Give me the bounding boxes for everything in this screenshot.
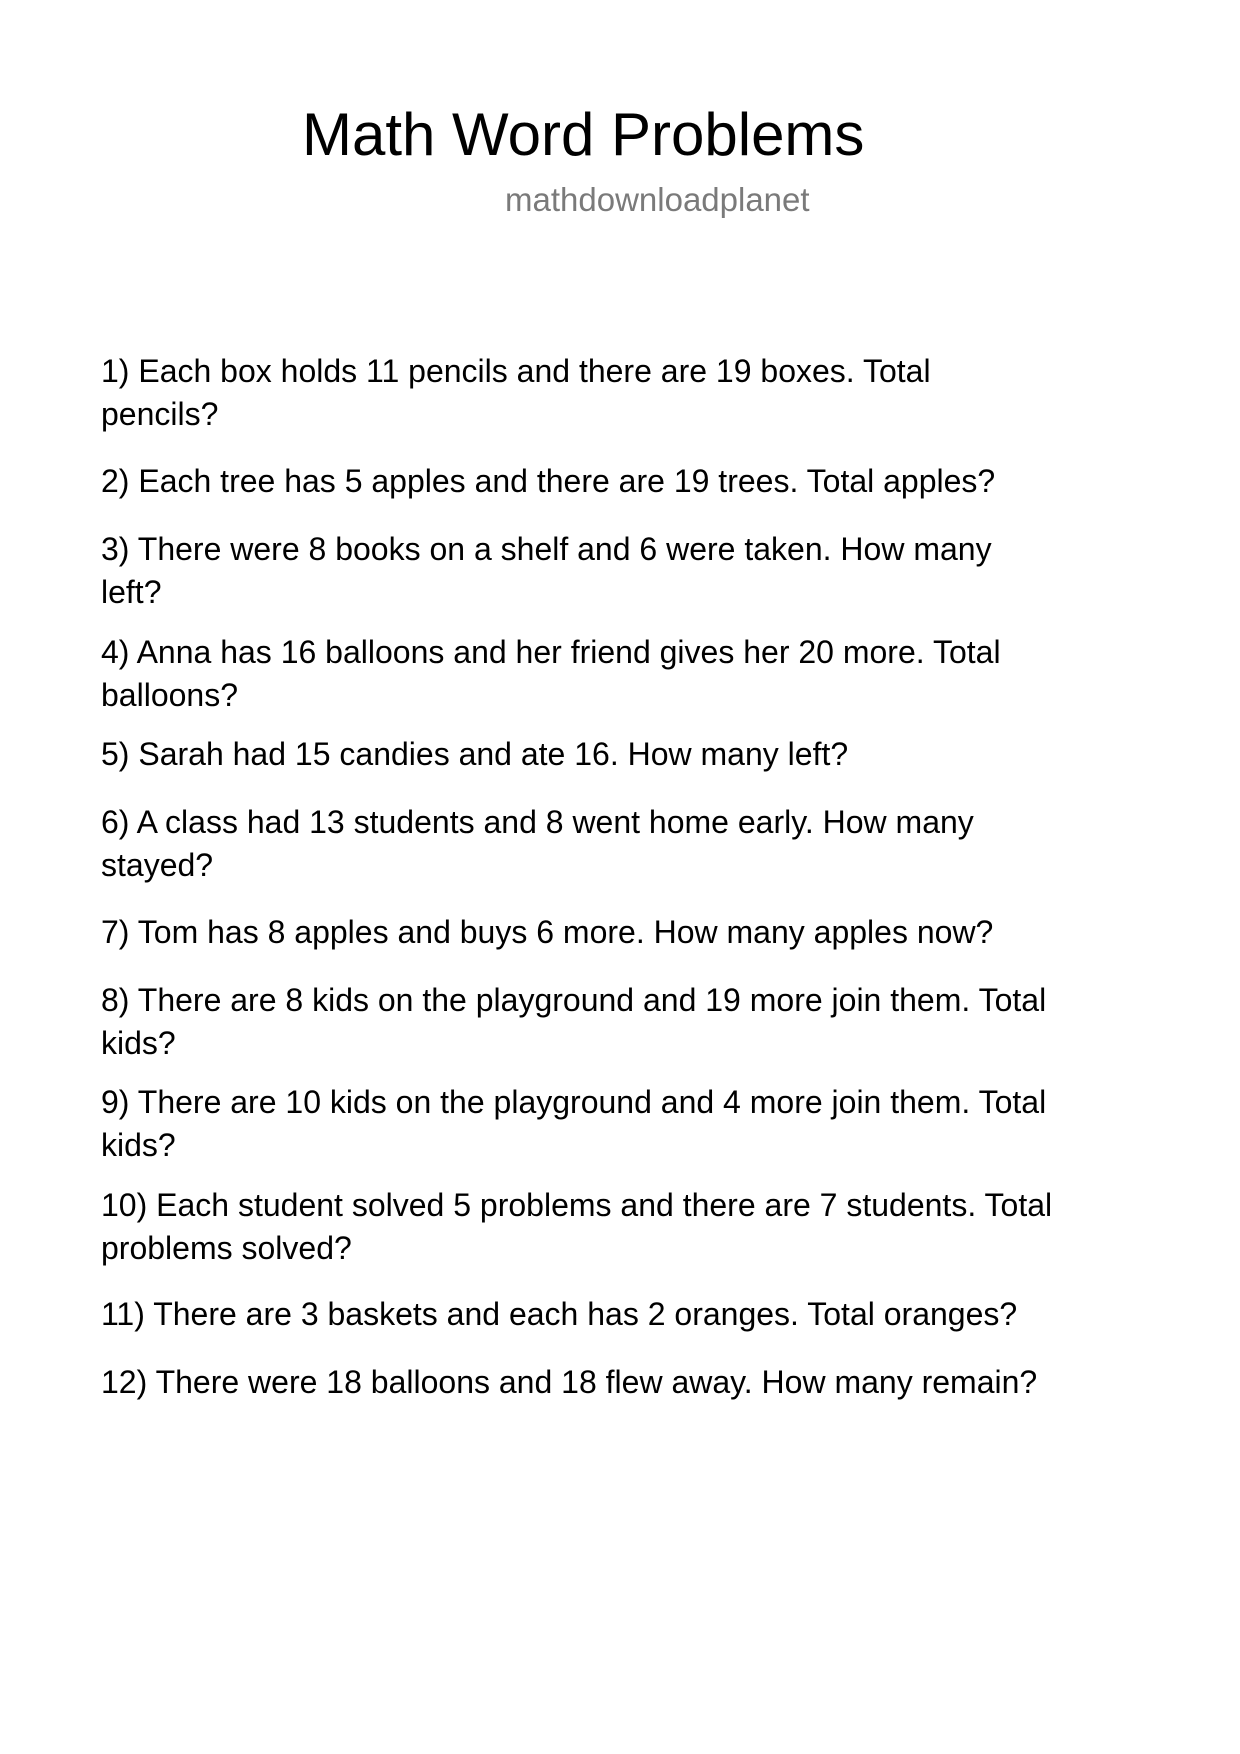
problem-item bbox=[101, 979, 1181, 1065]
problem-text: 2) Each tree has 5 apples and there are 19 trees. Total apples? bbox=[101, 463, 996, 499]
problem-text: left? bbox=[101, 574, 162, 610]
problem-text: 7) Tom has 8 apples and buys 6 more. How many apples now? bbox=[101, 914, 994, 950]
problem-text: 12) There were 18 balloons and 18 flew away. How many remain? bbox=[101, 1364, 1038, 1400]
problem-text: 1) Each box holds 11 pencils and there are 19 boxes. Total bbox=[101, 353, 931, 389]
problem-item bbox=[101, 1081, 1181, 1167]
page-title: Math Word Problems bbox=[302, 101, 865, 168]
problem-text: 5) Sarah had 15 candies and ate 16. How many left? bbox=[101, 736, 849, 772]
page-subtitle: mathdownloadplanet bbox=[505, 181, 810, 218]
problem-item bbox=[101, 1361, 1181, 1404]
problem-text: kids? bbox=[101, 1025, 176, 1061]
problem-text: 3) There were 8 books on a shelf and 6 were taken. How many bbox=[101, 531, 992, 567]
problem-item bbox=[101, 528, 1181, 614]
problem-text: 9) There are 10 kids on the playground and 4 more join them. Total bbox=[101, 1084, 1047, 1120]
problem-text: stayed? bbox=[101, 847, 214, 883]
problem-text: 8) There are 8 kids on the playground and 19 more join them. Total bbox=[101, 982, 1047, 1018]
problem-item bbox=[101, 1184, 1181, 1270]
problem-text: pencils? bbox=[101, 396, 219, 432]
problem-text: kids? bbox=[101, 1127, 176, 1163]
problem-item bbox=[101, 631, 1181, 717]
problem-item bbox=[101, 460, 1181, 503]
problem-item bbox=[101, 911, 1181, 954]
problem-text: 6) A class had 13 students and 8 went home early. How many bbox=[101, 804, 974, 840]
problem-text: 11) There are 3 baskets and each has 2 oranges. Total oranges? bbox=[101, 1296, 1018, 1332]
problem-text: problems solved? bbox=[101, 1230, 352, 1266]
problem-item bbox=[101, 1293, 1181, 1336]
problem-text: 4) Anna has 16 balloons and her friend gives her 20 more. Total bbox=[101, 634, 1001, 670]
problem-item bbox=[101, 801, 1181, 887]
problem-text: balloons? bbox=[101, 677, 238, 713]
problem-item bbox=[101, 733, 1181, 776]
problem-text: 10) Each student solved 5 problems and there are 7 students. Total bbox=[101, 1187, 1053, 1223]
problem-item bbox=[101, 350, 1181, 436]
